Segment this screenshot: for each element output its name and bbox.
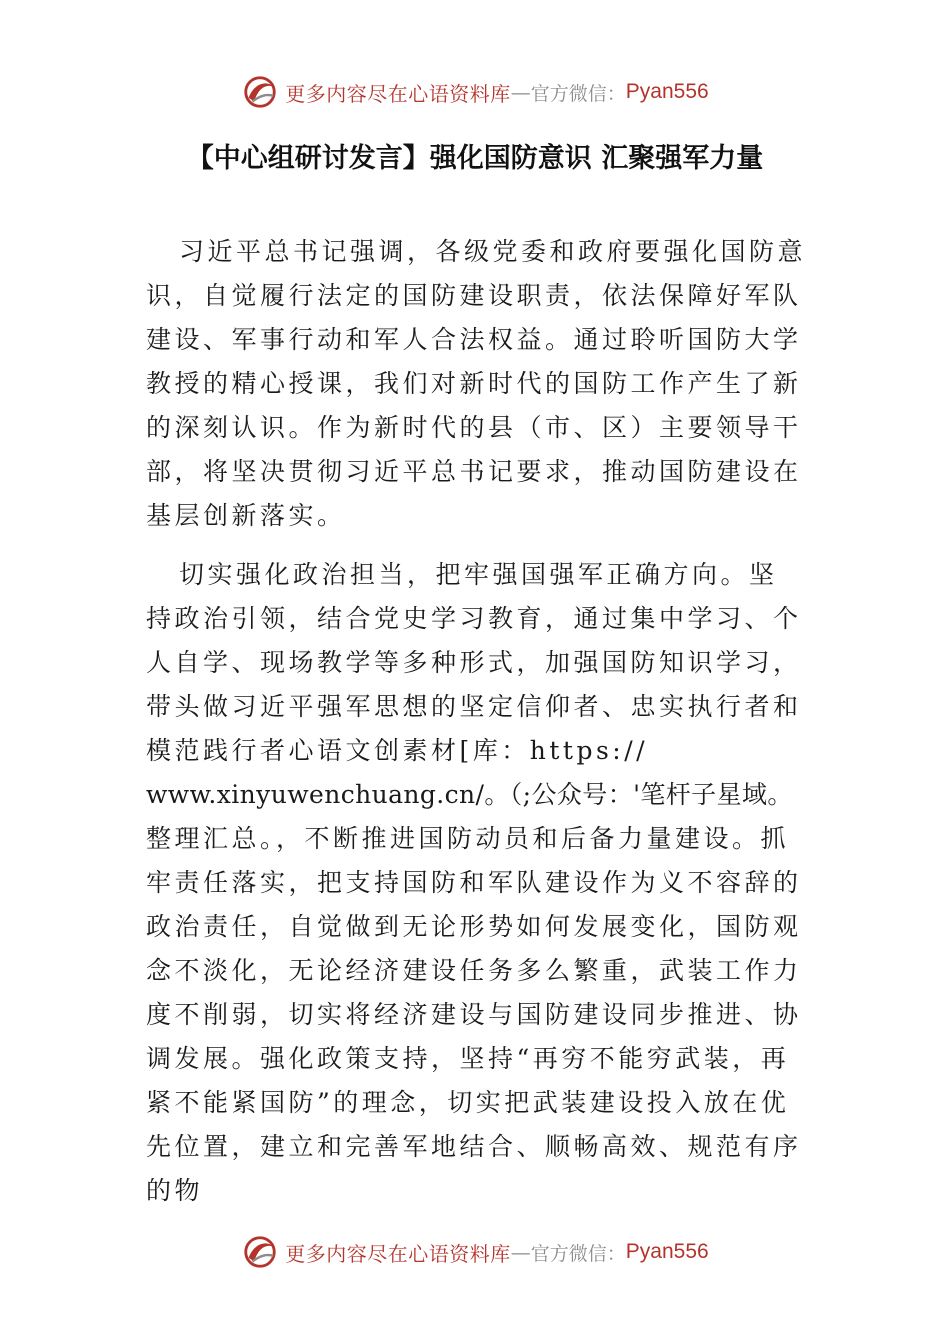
- paragraph-line: 念不淡化，无论经济建设任务多么繁重，武装工作力: [146, 956, 802, 985]
- paragraph-line: 带头做习近平强军思想的坚定信仰者、忠实执行者和: [146, 692, 802, 721]
- banner-site-text: 更多内容尽在心语资料库: [285, 1241, 511, 1266]
- paragraph-line: 切实强化政治担当，把牢强国强军正确方向。坚: [179, 560, 778, 589]
- paragraph-line: 先位置，建立和完善军地结合、顺畅高效、规范有序: [146, 1132, 802, 1161]
- paragraph-line: 模范践行者心语文创素材[库：https://: [146, 736, 649, 765]
- paragraph-2: [146, 553, 806, 1213]
- paragraph-line: 持政治引领，结合党史学习教育，通过集中学习、个: [146, 604, 802, 633]
- banner-wechat-id: Pyan556: [625, 1240, 709, 1263]
- paragraph-1: [146, 230, 806, 538]
- paragraph-line: 整理汇总。，不断推进国防动员和后备力量建设。抓: [146, 824, 790, 853]
- paragraph-line: 调发展。强化政策支持，坚持“再穷不能穷武装，再: [146, 1044, 790, 1073]
- paragraph-line: 政治责任，自觉做到无论形势如何发展变化，国防观: [146, 912, 802, 941]
- footer-banner: [0, 1230, 950, 1274]
- banner-wechat-label: 官方微信：: [530, 82, 626, 105]
- paragraph-line: 建设、军事行动和军人合法权益。通过聆听国防大学: [146, 325, 802, 354]
- paragraph-line: 教授的精心授课，我们对新时代的国防工作产生了新: [146, 369, 802, 398]
- swirl-logo-icon: [241, 1233, 279, 1271]
- paragraph-line: 基层创新落实。: [146, 501, 346, 530]
- paragraph-line: 的物: [146, 1176, 204, 1205]
- banner-wechat-id: Pyan556: [625, 80, 709, 103]
- paragraph-line: 部，将坚决贯彻习近平总书记要求，推动国防建设在: [146, 457, 802, 486]
- banner-wechat-label: 官方微信：: [530, 1242, 626, 1265]
- paragraph-line: 的深刻认识。作为新时代的县（市、区）主要领导干: [146, 413, 802, 442]
- banner-site-text: 更多内容尽在心语资料库: [285, 81, 511, 106]
- paragraph-line: 人自学、现场教学等多种形式，加强国防知识学习，: [146, 648, 802, 677]
- swirl-logo-icon: [241, 73, 279, 111]
- paragraph-line: 牢责任落实，把支持国防和军队建设作为义不容辞的: [146, 868, 802, 897]
- header-banner: [0, 70, 950, 114]
- banner-separator: —: [510, 80, 531, 104]
- paragraph-line: www.xinyuwenchuang.cn/。（;公众号：'笔杆子星域。: [146, 780, 793, 809]
- paragraph-line: 度不削弱，切实将经济建设与国防建设同步推进、协: [146, 1000, 802, 1029]
- paragraph-line: 识，自觉履行法定的国防建设职责，依法保障好军队: [146, 281, 802, 310]
- document-title: 【中心组研讨发言】强化国防意识 汇聚强军力量: [186, 143, 764, 174]
- banner-separator: —: [510, 1240, 531, 1264]
- paragraph-line: 紧不能紧国防”的理念，切实把武装建设投入放在优: [146, 1088, 790, 1117]
- paragraph-line: 习近平总书记强调，各级党委和政府要强化国防意: [179, 237, 807, 266]
